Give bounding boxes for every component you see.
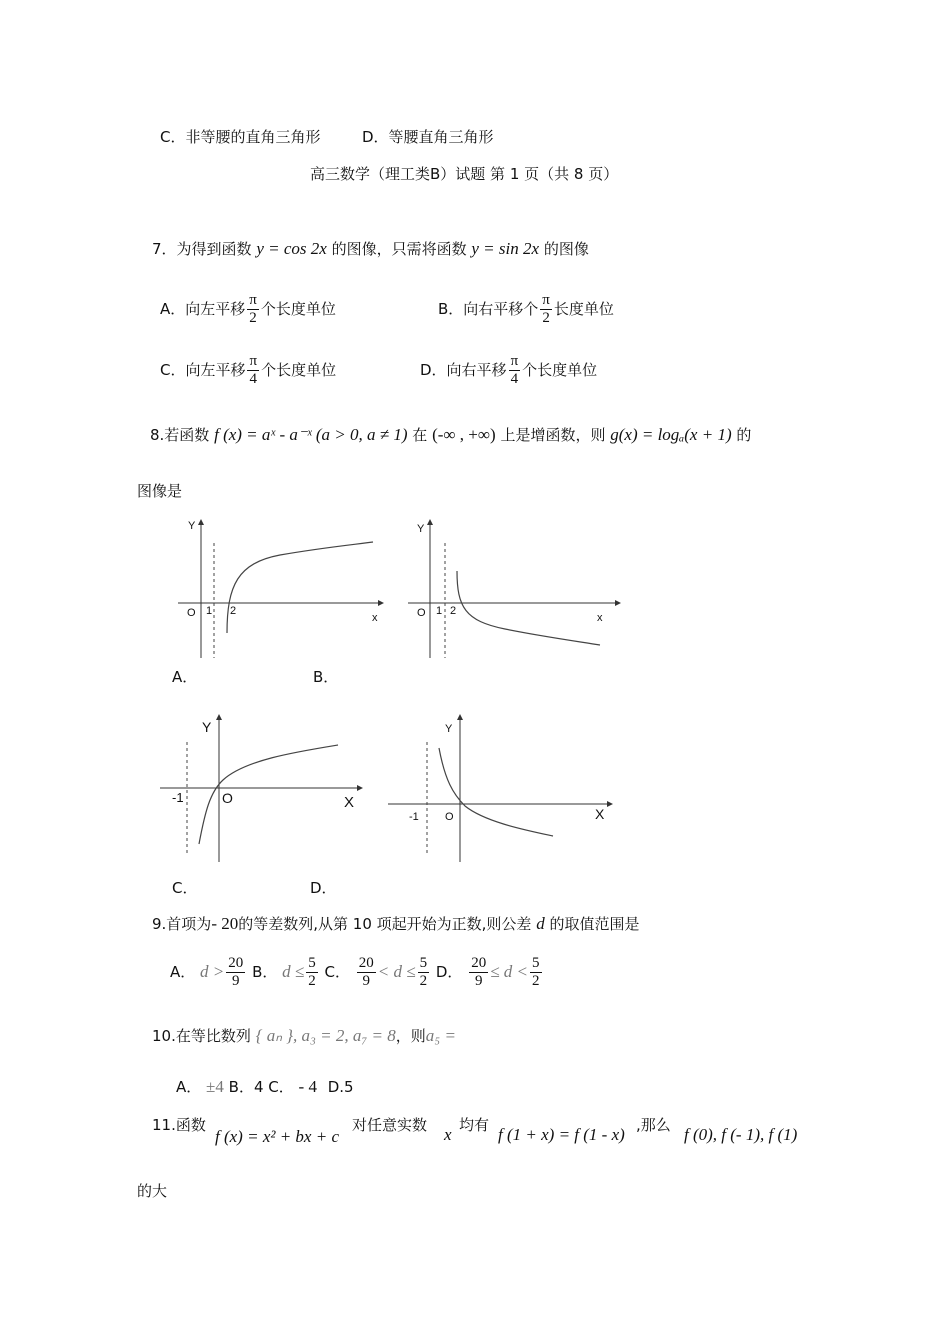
graph-a-origin: O — [187, 607, 196, 619]
graph-b-tick-2: 2 — [450, 605, 457, 617]
q9-opt-b-label: B． — [252, 963, 278, 981]
graph-b-y-arrow — [427, 519, 433, 525]
graph-c-curve — [199, 745, 338, 844]
q7-stem-a: 7．为得到函数 — [152, 240, 252, 258]
q7-a-den: 2 — [249, 310, 257, 326]
q9-d-num1: 20 — [471, 955, 487, 971]
q7-c-den: 4 — [249, 371, 258, 387]
q10-opt-a-value: ±4 — [206, 1077, 224, 1096]
q9-d-fraction-2 — [530, 955, 542, 990]
q9-c-num1: 20 — [358, 955, 374, 971]
q9-a-den: 9 — [232, 973, 240, 989]
q9-d-symbol: d — [536, 914, 545, 933]
q7-d-post: 个长度单位 — [522, 361, 598, 379]
q7-option-c — [160, 353, 336, 388]
graph-c-option: C． — [172, 879, 198, 897]
q9-b-lhs: d ≤ — [282, 962, 305, 981]
q6-option-c: C．非等腰的直角三角形 — [160, 128, 321, 146]
graph-a-y-label: Y — [188, 520, 196, 532]
q7-c-fraction — [247, 353, 259, 388]
graph-d-curve — [439, 748, 553, 836]
q10-opt-c-value: - 4 — [298, 1077, 317, 1096]
q7-option-a — [160, 292, 336, 327]
q7-formula-cos: y = cos 2x — [256, 239, 327, 258]
graph-d-x-label: X — [595, 806, 605, 822]
q8-formula-f: f (x) = aˣ - a⁻ˣ (a > 0, a ≠ 1) — [214, 425, 408, 444]
q9-d-num2: 5 — [532, 955, 540, 971]
q8-stem-c: 上是增函数，则 — [500, 426, 606, 444]
graph-a — [170, 515, 390, 665]
graph-b-curve — [457, 571, 600, 645]
graph-d-option: D． — [310, 879, 337, 897]
q9-stem-b: 的等差数列,从第 10 项起开始为正数,则公差 — [238, 915, 532, 933]
page-footer: 高三数学（理工类B）试题 第 1 页（共 8 页） — [310, 165, 619, 183]
q9-first-term: - 20 — [211, 914, 239, 933]
q9-c-num2: 5 — [419, 955, 428, 971]
q7-stem-b: 的图像，只需将函数 — [331, 240, 467, 258]
q8-formula-g: g(x) = logₐ(x + 1) — [610, 425, 732, 444]
q7-d-den: 4 — [510, 371, 519, 387]
q7-stem — [152, 238, 589, 259]
q8-stem-b: 在 — [412, 426, 428, 444]
q8-stem-a: 8.若函数 — [150, 426, 210, 444]
q8-stem — [150, 424, 751, 445]
graph-b-y-label: Y — [417, 523, 425, 535]
q7-b-post: 长度单位 — [553, 300, 614, 318]
q7-stem-c: 的图像 — [543, 240, 589, 258]
q11-stem-a: 11.函数 — [152, 1116, 206, 1134]
q7-a-fraction — [247, 292, 259, 327]
graph-b-option: B． — [313, 668, 339, 686]
q9-c-den1: 9 — [362, 973, 371, 989]
q9-stem — [152, 913, 639, 934]
q10-stem — [152, 1025, 456, 1046]
graph-c-x-label: X — [344, 794, 355, 811]
q9-c-den2: 2 — [419, 973, 428, 989]
q10-options — [176, 1076, 354, 1097]
graph-c-y-label: Y — [202, 719, 212, 735]
q10-opt-d: D.5 — [327, 1078, 354, 1096]
q7-c-post: 个长度单位 — [261, 361, 337, 379]
q7-b-pre: B．向右平移个 — [438, 300, 539, 318]
graph-b — [405, 515, 630, 665]
q11-stem-b: 对任意实数 — [352, 1116, 428, 1134]
graph-a-y-arrow — [198, 519, 204, 525]
q11-stem-d: ,那么 — [636, 1116, 671, 1134]
q10-stem-b: ，则 — [395, 1027, 426, 1045]
graph-c-tick-neg1: -1 — [172, 790, 184, 805]
q10-target: a₅ = — [425, 1026, 456, 1045]
graph-c-y-arrow — [216, 714, 222, 720]
graph-b-origin: O — [417, 607, 426, 619]
q9-stem-a: 9.首项为 — [152, 915, 212, 933]
graph-d-origin: O — [445, 811, 454, 823]
q10-condition: , a₃ = 2, a₇ = 8 — [293, 1026, 396, 1045]
q9-d-fraction-1 — [469, 955, 488, 990]
q11-x: x — [444, 1125, 452, 1144]
q7-c-pre: C．向左平移 — [160, 361, 246, 379]
q9-d-den2: 2 — [532, 973, 540, 989]
q9-opt-d-label: D． — [435, 963, 463, 981]
q11-condition: f (1 + x) = f (1 - x) — [498, 1125, 625, 1144]
q7-option-b — [438, 292, 614, 327]
q7-b-fraction — [540, 292, 552, 327]
q9-d-mid: ≤ d < — [490, 962, 529, 981]
q8-stem-continued: 图像是 — [137, 482, 183, 500]
q7-b-num: π — [542, 292, 550, 308]
graph-b-x-label: x — [597, 612, 603, 624]
q10-opt-a-label: A． — [176, 1078, 202, 1096]
q11-formula: f (x) = x² + bx + c — [215, 1127, 339, 1146]
q9-stem-c: 的取值范围是 — [549, 915, 640, 933]
q7-a-pre: A．向左平移 — [160, 300, 246, 318]
q7-d-pre: D．向右平移 — [420, 361, 507, 379]
q9-c-fraction-1 — [357, 955, 376, 990]
graph-a-x-label: x — [372, 612, 378, 624]
graph-a-curve — [227, 542, 373, 633]
graph-d-y-arrow — [457, 714, 463, 720]
q9-opt-a-label: A． — [170, 963, 196, 981]
graph-a-tick-1: 1 — [206, 605, 213, 617]
q11-stem-e: 的大 — [137, 1182, 168, 1200]
q9-c-fraction-2 — [418, 955, 430, 990]
q8-interval: (-∞ , +∞) — [432, 425, 496, 444]
q7-b-den: 2 — [542, 310, 550, 326]
graph-b-x-arrow — [615, 600, 621, 606]
q8-stem-d: 的 — [736, 426, 752, 444]
q9-options — [170, 955, 544, 990]
q9-opt-c-label: C． — [324, 963, 350, 981]
graph-d-x-arrow — [607, 801, 613, 807]
graph-c-x-arrow — [357, 785, 363, 791]
graph-d-tick-neg1: -1 — [409, 811, 419, 823]
q7-a-post: 个长度单位 — [260, 300, 336, 318]
graph-b-tick-1: 1 — [436, 605, 443, 617]
q7-c-num: π — [249, 353, 258, 369]
q9-c-mid: < d ≤ — [377, 962, 416, 981]
graph-a-tick-2: 2 — [230, 605, 237, 617]
q9-b-num: 5 — [308, 955, 316, 971]
graph-c — [155, 712, 370, 867]
q7-d-fraction — [509, 353, 521, 388]
q7-formula-sin: y = sin 2x — [471, 239, 540, 258]
graph-d-y-label: Y — [445, 723, 453, 735]
q10-stem-a: 10.在等比数列 — [152, 1027, 251, 1045]
q9-b-fraction — [306, 955, 318, 990]
q9-a-fraction — [226, 955, 245, 990]
q6-option-d: D．等腰直角三角形 — [362, 128, 494, 146]
graph-a-x-arrow — [378, 600, 384, 606]
q7-d-num: π — [510, 353, 519, 369]
graph-c-origin: O — [222, 790, 233, 806]
q7-option-d — [420, 353, 597, 388]
q9-b-den: 2 — [308, 973, 316, 989]
graph-d — [385, 712, 620, 867]
q10-sequence: { aₙ } — [255, 1026, 294, 1045]
q11-stem-c: 均有 — [459, 1116, 490, 1134]
q9-a-lhs: d > — [200, 962, 225, 981]
q10-opt-b-c: B．4 C． — [228, 1078, 294, 1096]
graph-a-option: A． — [172, 668, 198, 686]
q11-values: f (0), f (- 1), f (1) — [684, 1125, 798, 1144]
q9-a-num: 20 — [228, 955, 244, 971]
q7-a-num: π — [249, 292, 257, 308]
q9-d-den1: 9 — [474, 973, 483, 989]
